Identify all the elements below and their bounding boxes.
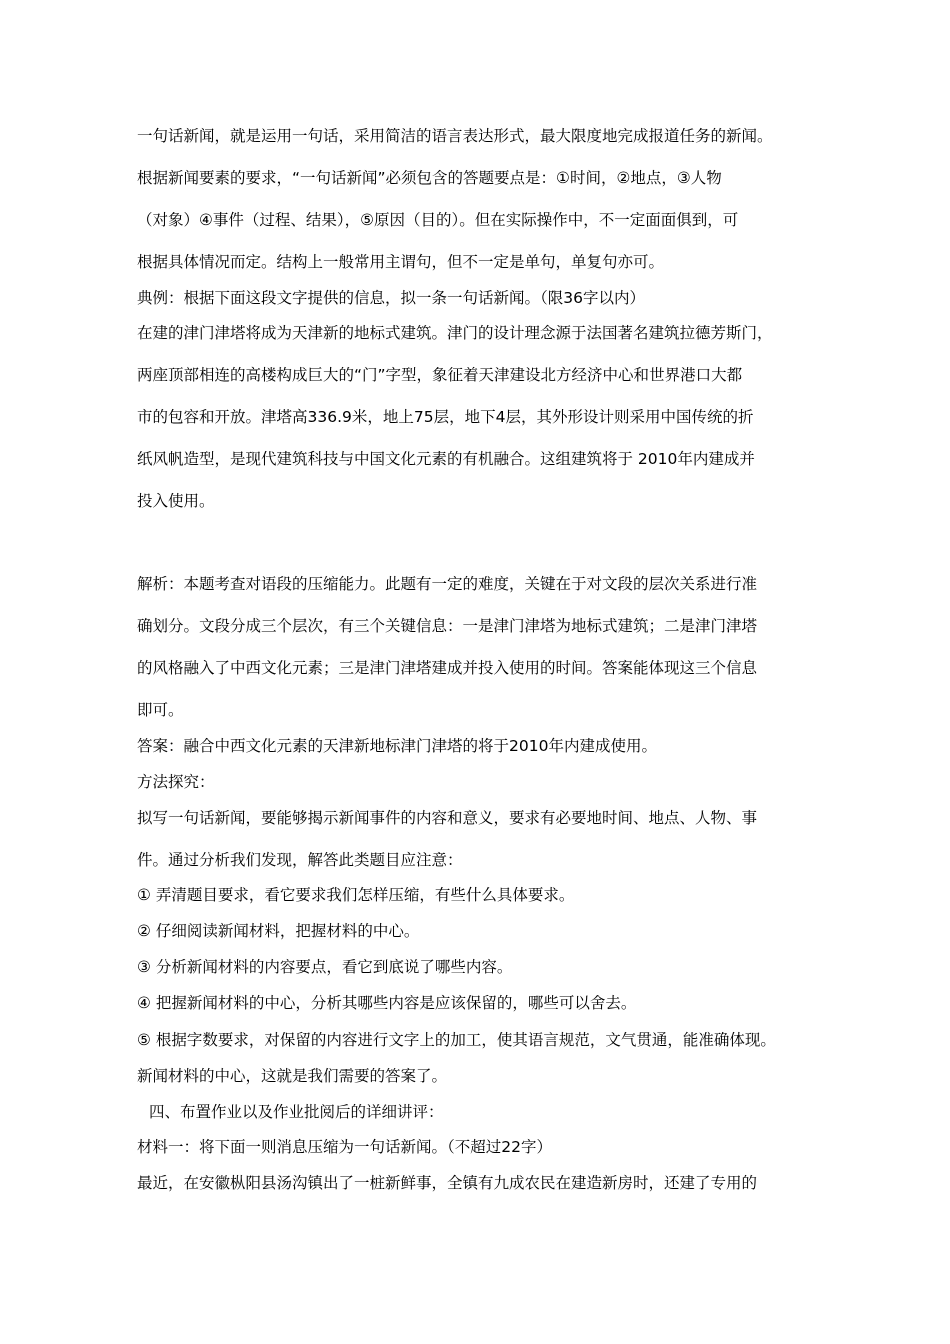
- example-line: 纸风帆造型，是现代建筑科技与中国文化元素的有机融合。这组建筑将于 2010年内建成并: [137, 450, 755, 468]
- analysis-line: 的风格融入了中西文化元素；三是津门津塔建成并投入使用的时间。答案能体现这三个信息: [137, 659, 758, 677]
- example-line: 两座顶部相连的高楼构成巨大的“门”字型，象征着天津建设北方经济中心和世界港口大都: [137, 366, 743, 384]
- answer-line: 答案：融合中西文化元素的天津新地标津门津塔的将于2010年内建成使用。: [137, 737, 657, 755]
- section-heading: 四、布置作业以及作业批阅后的详细讲评：: [149, 1103, 444, 1121]
- method-step: ② 仔细阅读新闻材料，把握材料的中心。: [137, 922, 420, 940]
- method-step: ④ 把握新闻材料的中心，分析其哪些内容是应该保留的，哪些可以舍去。: [137, 994, 637, 1012]
- method-line: 件。通过分析我们发现，解答此类题目应注意：: [137, 851, 463, 869]
- analysis-line: 确划分。文段分成三个层次，有三个关键信息：一是津门津塔为地标式建筑；二是津门津塔: [137, 617, 758, 635]
- example-line: 投入使用。: [137, 492, 215, 510]
- method-step: ⑤ 根据字数要求，对保留的内容进行文字上的加工，使其语言规范，文气贯通，能准确体现。: [137, 1031, 776, 1049]
- analysis-line: 即可。: [137, 701, 184, 719]
- intro-line: 根据新闻要素的要求，“一句话新闻”必须包含的答题要点是：①时间，②地点，③人物: [137, 169, 722, 187]
- method-closing: 新闻材料的中心，这就是我们需要的答案了。: [137, 1067, 448, 1085]
- intro-line: （对象）④事件（过程、结果），⑤原因（目的）。但在实际操作中，不一定面面俱到，可: [137, 211, 739, 229]
- example-line: 在建的津门津塔将成为天津新的地标式建筑。津门的设计理念源于法国著名建筑拉德芳斯门，: [137, 324, 773, 342]
- intro-line: 根据具体情况而定。结构上一般常用主谓句，但不一定是单句，单复句亦可。: [137, 253, 665, 271]
- method-heading: 方法探究：: [137, 773, 215, 791]
- intro-line: 一句话新闻，就是运用一句话，采用简洁的语言表达形式，最大限度地完成报道任务的新闻。: [137, 127, 773, 145]
- material-prompt: 材料一：将下面一则消息压缩为一句话新闻。（不超过22字）: [137, 1138, 552, 1156]
- method-line: 拟写一句话新闻，要能够揭示新闻事件的内容和意义，要求有必要地时间、地点、人物、事: [137, 809, 758, 827]
- material-text: 最近，在安徽枞阳县汤沟镇出了一桩新鲜事，全镇有九成农民在建造新房时，还建了专用的: [137, 1174, 758, 1192]
- analysis-line: 解析：本题考查对语段的压缩能力。此题有一定的难度，关键在于对文段的层次关系进行准: [137, 575, 758, 593]
- method-step: ① 弄清题目要求，看它要求我们怎样压缩，有些什么具体要求。: [137, 886, 575, 904]
- example-prompt: 典例：根据下面这段文字提供的信息，拟一条一句话新闻。（限36字以内）: [137, 289, 645, 307]
- method-step: ③ 分析新闻材料的内容要点，看它到底说了哪些内容。: [137, 958, 513, 976]
- example-line: 市的包容和开放。津塔高336.9米，地上75层，地下4层，其外形设计则采用中国传统的折: [137, 408, 754, 426]
